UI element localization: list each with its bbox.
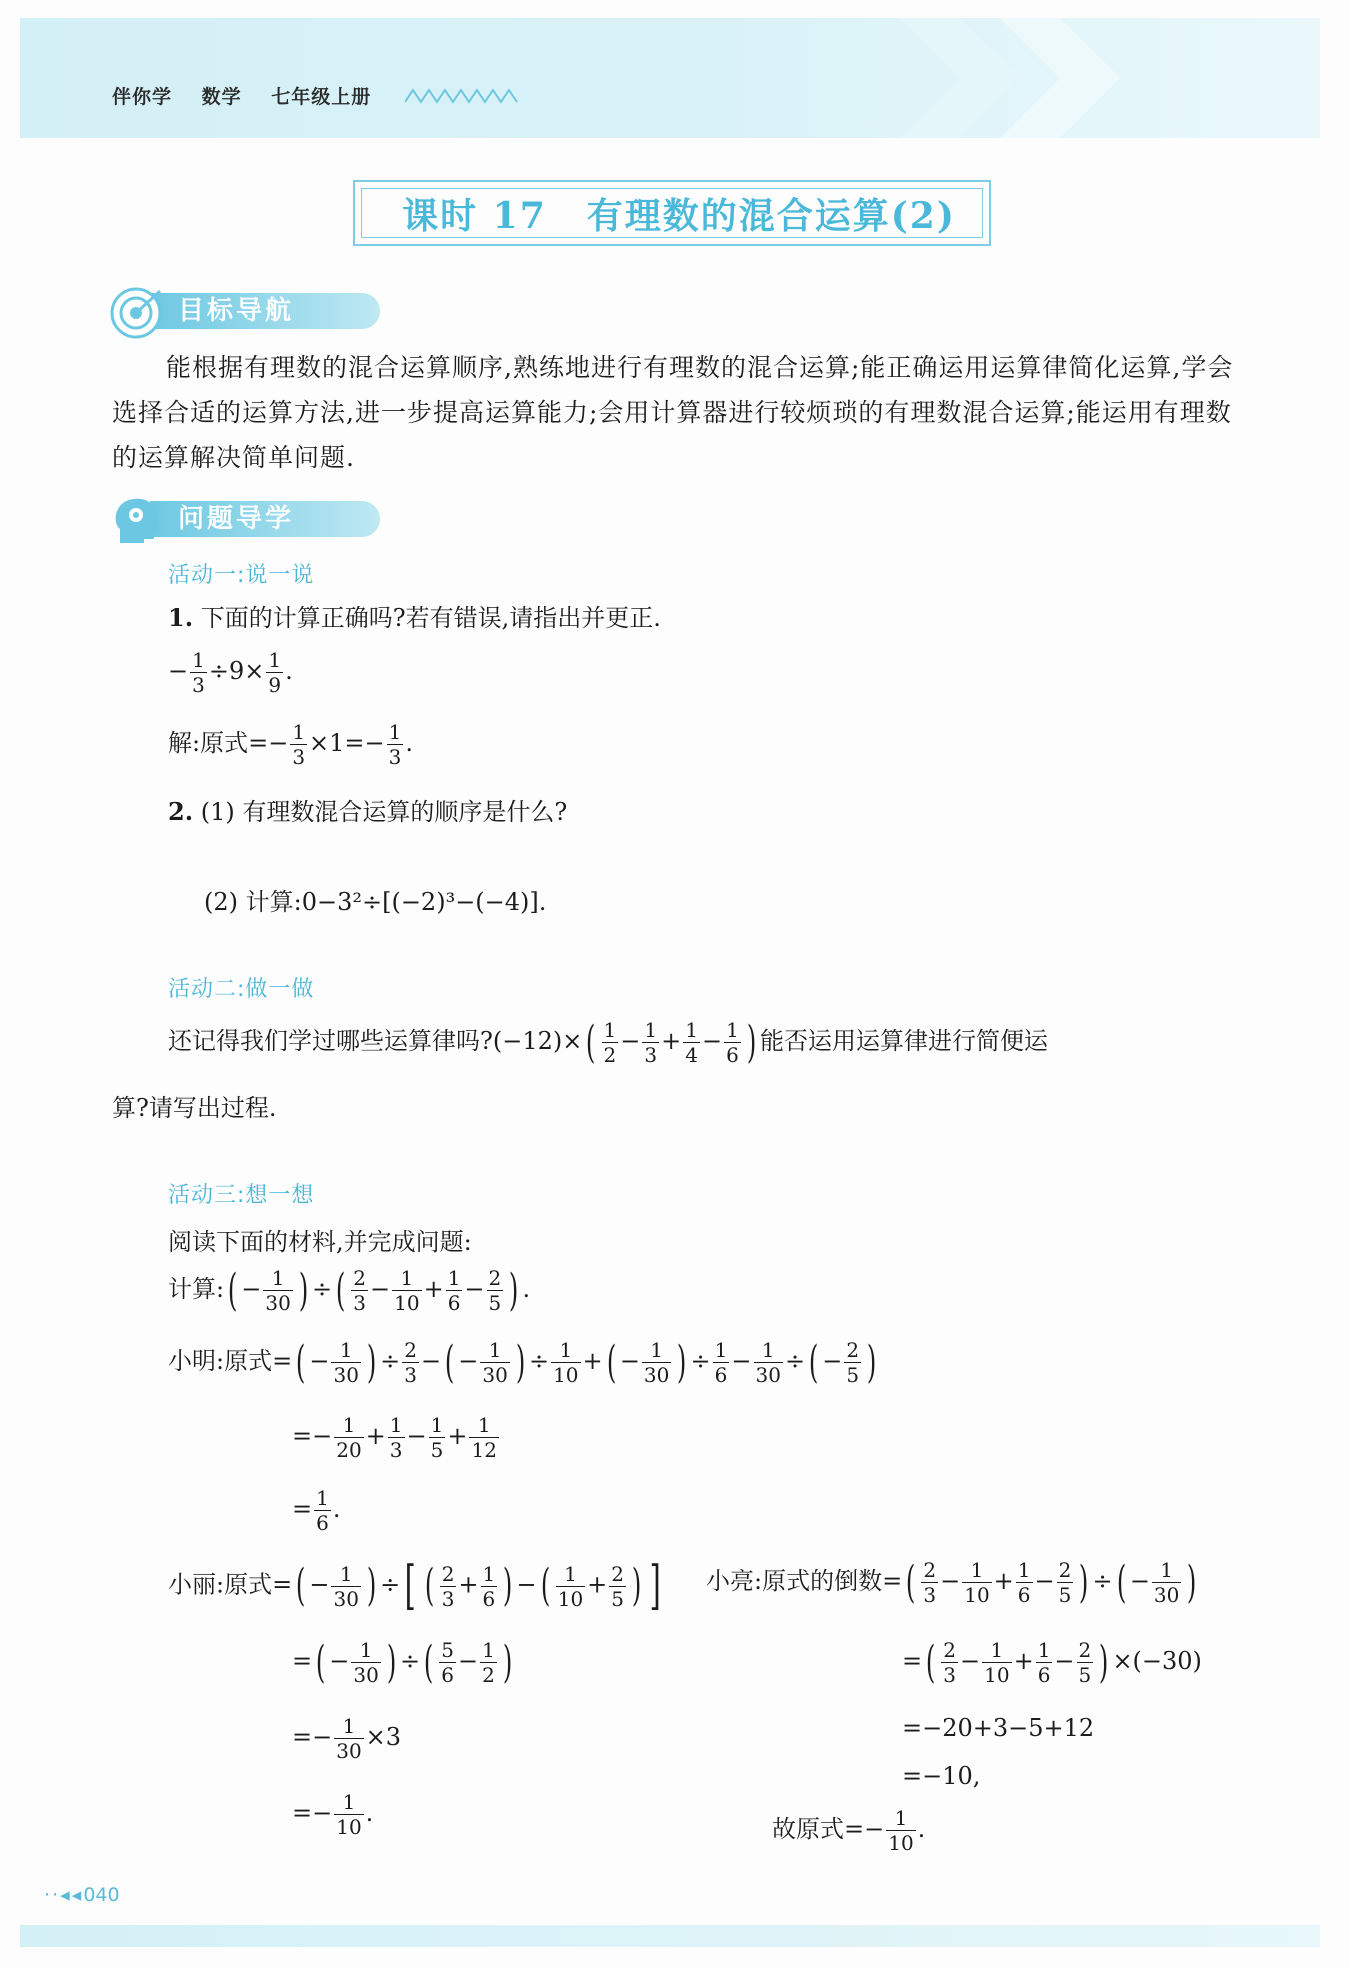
question-1-text: 下面的计算正确吗?若有错误,请指出并更正. [200,604,661,632]
question-2-part-1: (1) 有理数混合运算的顺序是什么? [200,798,568,826]
section-goals-label: 目标导航 [150,293,380,329]
xiaoliang-step-4: =−10, [902,1762,981,1790]
lesson-name: 有理数的混合运算(2) [586,194,956,237]
head-gear-icon [110,493,166,549]
solution-prefix: 解:原式= [168,729,269,757]
activity2-text-end: 算?请写出过程. [112,1094,277,1122]
activity2-text: 还记得我们学过哪些运算律吗?(−12)×( $\frac{1}{2}$ − $\frac{1}{3}$ + $\frac{1}{4}$ − $\frac{1}{6}$ ) 能否运用运算律进行简便运 [168,1016,1048,1068]
xiaoli-step-1: 小丽:原式=( − $\frac{1}{30}$ ) ÷[ ( $\frac{2}{3}$ + $\frac{1}{6}$ ) −( $\frac{1}{10}$ + $\frac{2}{5}$ ) ] [168,1556,661,1616]
activity1-label: 活动一:说一说 [168,563,315,588]
xiaoming-step-3: = $\frac{1}{6}$ . [292,1486,341,1535]
xiaoliang-step-1: 小亮:原式的倒数=( $\frac{2}{3}$ − $\frac{1}{10}$ + $\frac{1}{6}$ − $\frac{2}{5}$ ) ÷( − $\frac{1}{30}$ ) [706,1556,1197,1608]
expression-1: − $\frac{1}{3}$ ÷9× $\frac{1}{9}$ . [168,648,293,697]
lesson-title [353,180,991,246]
xiaoli-step-4: =− $\frac{1}{10}$ . [292,1790,374,1839]
page-header [20,18,1320,138]
grade-name: 七年级上册 [271,86,372,108]
series-name: 伴你学 [112,86,173,108]
xiaoliang-step-2: =( $\frac{2}{3}$ − $\frac{1}{10}$ + $\frac{1}{6}$ − $\frac{2}{5}$ ) ×(−30) [902,1636,1202,1688]
activity3-intro: 阅读下面的材料,并完成问题: [168,1228,472,1256]
header-breadcrumb [112,82,393,109]
target-icon [110,285,166,341]
xiaoli-step-3: =− $\frac{1}{30}$ ×3 [292,1714,402,1763]
subject-name: 数学 [201,86,242,108]
goals-paragraph: 能根据有理数的混合运算顺序,熟练地进行有理数的混合运算;能正确运用运算律简化运算,学会选择合适的运算方法,进一步提高运算能力;会用计算器进行较烦琐的有理数混合运算;能运用有理数的运算解决简单问题. [112,353,1234,472]
xiaoliang-step-3: =−20+3−5+12 [902,1714,1095,1742]
page-footer [20,1925,1320,1947]
page-number: · · ◂ ◂ 040 [44,1884,120,1906]
zigzag-decoration-icon [405,88,525,104]
calc-expression: 计算:( − $\frac{1}{30}$ ) ÷( $\frac{2}{3}$ − $\frac{1}{10}$ + $\frac{1}{6}$ − $\frac{2}{5}$ ) . [168,1264,531,1316]
xiaoli-step-2: =( − $\frac{1}{30}$ ) ÷( $\frac{5}{6}$ − $\frac{1}{2}$ ) [292,1636,513,1688]
xiaoming-step-2: =− $\frac{1}{20}$ + $\frac{1}{3}$ − $\frac{1}{5}$ + $\frac{1}{12}$ [292,1413,497,1462]
solution-1: 解:原式=− $\frac{1}{3}$ ×1=− $\frac{1}{3}$ . [168,720,414,769]
xiaoming-step-1: 小明:原式=( − $\frac{1}{30}$ ) ÷ $\frac{2}{3}$ −( − $\frac{1}{30}$ ) ÷ $\frac{1}{10}$ +( − $\frac{1}{30}$ ) ÷ $\frac{1}{6}$ − $\frac{1}{30}$ ÷( − $\frac{2}{5}$ ) [168,1336,877,1388]
section-guide [110,493,410,541]
question-2-number: 2. [168,797,194,826]
question-2-part-2: (2) 计算:0−3²÷[(−2)³−(−4)]. [204,888,547,916]
question-1-number: 1. [168,603,194,632]
question-1 [168,598,661,633]
activity3-label: 活动三:想一想 [168,1183,315,1208]
lesson-number: 课时 17 [402,194,547,237]
section-goals [110,285,410,333]
xiaoliang-conclusion: 故原式=− $\frac{1}{10}$ . [772,1806,926,1855]
chevron-decoration-icon [1000,18,1120,138]
section-guide-label: 问题导学 [150,501,380,537]
activity2-label: 活动二:做一做 [168,977,315,1002]
question-2 [168,792,567,827]
question-2-expression: 0−3²÷[(−2)³−(−4)]. [301,888,547,916]
